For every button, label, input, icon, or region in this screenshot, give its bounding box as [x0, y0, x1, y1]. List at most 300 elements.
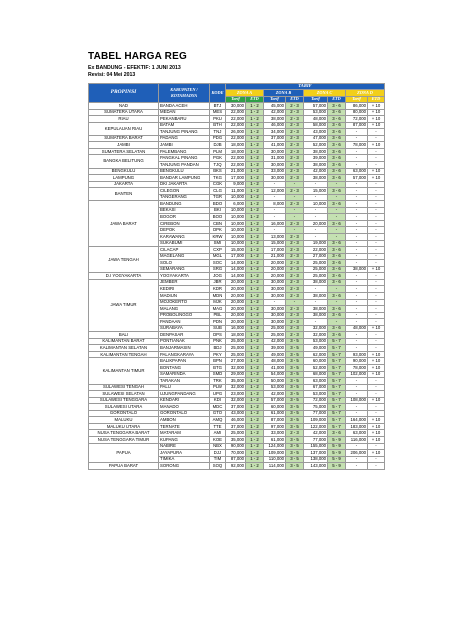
zona-a-etd-cell: 1 - 2 — [246, 266, 264, 273]
zona-c-etd-cell: 5 - 7 — [328, 391, 346, 398]
zona-d-tarif-cell: - — [346, 338, 368, 345]
code-cell: DJB — [210, 142, 226, 149]
zona-c-tarif-cell: 38,000 — [304, 306, 328, 313]
zona-d-etd-cell: - — [368, 299, 385, 306]
zona-b-etd-cell: 2 - 3 — [286, 103, 304, 110]
zona-d-etd-cell: + 10 — [368, 266, 385, 273]
city-cell: PROBOLINGGO — [159, 312, 210, 319]
zona-b-tarif-cell: 30,000 — [264, 148, 286, 155]
code-cell: AMQ — [210, 417, 226, 424]
zona-a-tarif-cell: 70,000 — [226, 450, 246, 457]
zona-a-tarif-cell: 20,000 — [226, 312, 246, 319]
zona-a-etd-cell: 1 - 2 — [246, 116, 264, 123]
zona-d-tarif-cell: - — [346, 201, 368, 208]
code-cell: TGR — [210, 194, 226, 201]
zona-b-etd-cell: 3 - 5 — [286, 364, 304, 371]
zona-d-tarif-cell: - — [346, 332, 368, 339]
city-cell: BEKASI — [159, 207, 210, 214]
zona-a-etd-cell: 1 - 2 — [246, 181, 264, 188]
zona-d-etd-cell: + 10 — [368, 436, 385, 443]
zona-c-tarif-cell: 32,000 — [304, 332, 328, 339]
zona-a-etd-cell: 1 - 2 — [246, 306, 264, 313]
header-etd-a: ETD — [246, 96, 264, 103]
zona-a-tarif-cell: 90,000 — [226, 443, 246, 450]
city-cell: TANJUNG PINANG — [159, 129, 210, 136]
zona-d-tarif-cell: - — [346, 214, 368, 221]
zona-b-etd-cell: 3 - 5 — [286, 404, 304, 411]
zona-a-etd-cell: 1 - 2 — [246, 358, 264, 365]
zona-b-tarif-cell: 30,000 — [264, 162, 286, 169]
city-cell: JEMBER — [159, 279, 210, 286]
zona-d-etd-cell: + 10 — [368, 325, 385, 332]
zona-a-tarif-cell: 10,000 — [226, 220, 246, 227]
zona-d-tarif-cell: - — [346, 155, 368, 162]
header-zona-c: ZONA C — [304, 90, 346, 97]
zona-c-tarif-cell: 52,000 — [304, 364, 328, 371]
zona-d-tarif-cell: - — [346, 188, 368, 195]
code-cell: DPK — [210, 227, 226, 234]
zona-b-tarif-cell: - — [264, 207, 286, 214]
zona-d-etd-cell: - — [368, 247, 385, 254]
zona-b-etd-cell: - — [286, 207, 304, 214]
zona-c-tarif-cell: 62,000 — [304, 351, 328, 358]
zona-c-tarif-cell: 63,000 — [304, 378, 328, 385]
zona-d-etd-cell: - — [368, 201, 385, 208]
zona-d-etd-cell: + 10 — [368, 397, 385, 404]
zona-d-tarif-cell: 102,000 — [346, 371, 368, 378]
zona-b-tarif-cell: - — [264, 181, 286, 188]
zona-b-tarif-cell: 12,000 — [264, 188, 286, 195]
zona-b-tarif-cell: 42,000 — [264, 338, 286, 345]
zona-d-tarif-cell: 183,000 — [346, 423, 368, 430]
city-cell: DKI JAKARTA — [159, 181, 210, 188]
zona-b-tarif-cell: 33,000 — [264, 168, 286, 175]
code-cell: PNK — [210, 338, 226, 345]
code-cell: TIM — [210, 456, 226, 463]
zona-c-tarif-cell: 39,000 — [304, 155, 328, 162]
code-cell: JBR — [210, 279, 226, 286]
province-cell: JAKARTA — [89, 181, 159, 188]
zona-d-etd-cell: - — [368, 456, 385, 463]
code-cell: KRW — [210, 234, 226, 241]
zona-c-tarif-cell: 38,000 — [304, 175, 328, 182]
zona-b-tarif-cell: 97,000 — [264, 423, 286, 430]
zona-a-etd-cell: 1 - 2 — [246, 299, 264, 306]
zona-d-tarif-cell: - — [346, 292, 368, 299]
header-zona-a: ZONA A — [226, 90, 264, 97]
zona-d-etd-cell: + 10 — [368, 168, 385, 175]
zona-b-tarif-cell: 20,000 — [264, 260, 286, 267]
zona-b-etd-cell: 2 - 3 — [286, 148, 304, 155]
zona-d-etd-cell: - — [368, 292, 385, 299]
zona-a-etd-cell: 1 - 2 — [246, 325, 264, 332]
code-cell: TKG — [210, 175, 226, 182]
zona-d-etd-cell: - — [368, 207, 385, 214]
zona-c-tarif-cell: 38,000 — [304, 279, 328, 286]
zona-c-tarif-cell: 38,000 — [304, 148, 328, 155]
zona-c-etd-cell: 3 - 6 — [328, 325, 346, 332]
zona-b-tarif-cell: 110,000 — [264, 456, 286, 463]
zona-c-etd-cell: 3 - 6 — [328, 220, 346, 227]
zona-b-etd-cell: 2 - 3 — [286, 279, 304, 286]
zona-d-etd-cell: - — [368, 234, 385, 241]
zona-d-etd-cell: - — [368, 194, 385, 201]
zona-d-tarif-cell: 164,000 — [346, 417, 368, 424]
zona-c-etd-cell: 3 - 6 — [328, 240, 346, 247]
code-cell: CLG — [210, 188, 226, 195]
zona-d-tarif-cell: - — [346, 456, 368, 463]
header-kode: KODE — [210, 84, 226, 103]
zona-d-tarif-cell: - — [346, 135, 368, 142]
zona-a-etd-cell: 1 - 2 — [246, 351, 264, 358]
zona-b-etd-cell: 2 - 3 — [286, 319, 304, 326]
city-cell: PANDAAN — [159, 319, 210, 326]
zona-b-etd-cell: 2 - 3 — [286, 188, 304, 195]
zona-c-etd-cell: - — [328, 227, 346, 234]
zona-c-etd-cell: - — [328, 234, 346, 241]
zona-c-tarif-cell: 137,000 — [304, 450, 328, 457]
zona-b-etd-cell: 2 - 3 — [286, 135, 304, 142]
zona-d-etd-cell: + 10 — [368, 103, 385, 110]
zona-a-tarif-cell: 25,000 — [226, 430, 246, 437]
zona-a-etd-cell: 1 - 2 — [246, 436, 264, 443]
zona-b-tarif-cell: 41,000 — [264, 142, 286, 149]
zona-a-etd-cell: 1 - 2 — [246, 162, 264, 169]
zona-b-tarif-cell: 20,000 — [264, 266, 286, 273]
zona-b-etd-cell: 2 - 3 — [286, 273, 304, 280]
zona-a-etd-cell: 1 - 2 — [246, 220, 264, 227]
zona-b-tarif-cell: 34,000 — [264, 129, 286, 136]
zona-a-tarif-cell: 11,000 — [226, 188, 246, 195]
zona-d-tarif-cell: 93,000 — [346, 351, 368, 358]
city-cell: MADIUN — [159, 292, 210, 299]
zona-c-tarif-cell: - — [304, 299, 328, 306]
zona-d-tarif-cell: - — [346, 279, 368, 286]
zona-a-etd-cell: 1 - 2 — [246, 430, 264, 437]
zona-a-tarif-cell: 20,000 — [226, 306, 246, 313]
zona-c-etd-cell: 5 - 7 — [328, 397, 346, 404]
zona-b-tarif-cell: 13,000 — [264, 234, 286, 241]
zona-d-etd-cell: - — [368, 463, 385, 470]
city-cell: CILEGON — [159, 188, 210, 195]
zona-a-tarif-cell: 16,000 — [226, 325, 246, 332]
zona-b-etd-cell: 3 - 5 — [286, 450, 304, 457]
code-cell: UPG — [210, 391, 226, 398]
city-cell: UJUNGPANDANG — [159, 391, 210, 398]
zona-d-tarif-cell: 90,000 — [346, 358, 368, 365]
code-cell: BDO — [210, 201, 226, 208]
zona-c-etd-cell: 3 - 6 — [328, 430, 346, 437]
zona-c-etd-cell: 3 - 6 — [328, 148, 346, 155]
zona-c-tarif-cell: 109,000 — [304, 417, 328, 424]
zona-c-tarif-cell: - — [304, 234, 328, 241]
zona-a-tarif-cell: 20,000 — [226, 299, 246, 306]
zona-d-etd-cell: - — [368, 214, 385, 221]
zona-c-tarif-cell: 122,000 — [304, 423, 328, 430]
zona-a-tarif-cell: 87,000 — [226, 456, 246, 463]
province-cell: MALUKU — [89, 417, 159, 424]
city-cell: PADANG — [159, 135, 210, 142]
zona-c-etd-cell: 5 - 7 — [328, 338, 346, 345]
zona-a-etd-cell: 1 - 2 — [246, 135, 264, 142]
zona-a-etd-cell: 1 - 2 — [246, 463, 264, 470]
zona-b-tarif-cell: 42,000 — [264, 109, 286, 116]
zona-d-tarif-cell: - — [346, 319, 368, 326]
zona-c-etd-cell: 3 - 6 — [328, 332, 346, 339]
zona-b-etd-cell: 2 - 3 — [286, 109, 304, 116]
zona-d-etd-cell: - — [368, 227, 385, 234]
zona-d-tarif-cell: - — [346, 410, 368, 417]
zona-a-tarif-cell: 37,000 — [226, 423, 246, 430]
zona-a-tarif-cell: 21,000 — [226, 168, 246, 175]
zona-a-etd-cell: 1 - 2 — [246, 234, 264, 241]
zona-d-etd-cell: + 10 — [368, 450, 385, 457]
city-cell: TANJUNG PANDAN — [159, 162, 210, 169]
zona-c-etd-cell: 5 - 7 — [328, 364, 346, 371]
zona-b-tarif-cell: 48,000 — [264, 358, 286, 365]
city-cell: SORONG — [159, 463, 210, 470]
zona-d-tarif-cell: - — [346, 273, 368, 280]
zona-b-etd-cell: 2 - 3 — [286, 116, 304, 123]
zona-a-etd-cell: 1 - 2 — [246, 443, 264, 450]
zona-b-tarif-cell: 45,000 — [264, 103, 286, 110]
zona-d-tarif-cell: 48,000 — [346, 325, 368, 332]
zona-c-etd-cell: - — [328, 214, 346, 221]
zona-d-etd-cell: + 10 — [368, 371, 385, 378]
city-cell: BOGOR — [159, 214, 210, 221]
zona-d-tarif-cell: - — [346, 306, 368, 313]
zona-a-etd-cell: 1 - 2 — [246, 129, 264, 136]
zona-a-tarif-cell: 6,000 — [226, 201, 246, 208]
province-cell: SULAWESI UTARA — [89, 404, 159, 411]
province-cell: KALIMANTAN TIMUR — [89, 358, 159, 384]
code-cell: CGK — [210, 181, 226, 188]
zona-c-tarif-cell: 47,000 — [304, 135, 328, 142]
zona-c-tarif-cell: - — [304, 227, 328, 234]
zona-b-etd-cell: 2 - 3 — [286, 142, 304, 149]
zona-c-etd-cell: 3 - 6 — [328, 312, 346, 319]
province-cell: SUMATERA SELATAN — [89, 148, 159, 155]
zona-a-tarif-cell: 23,000 — [226, 391, 246, 398]
city-cell: TANGERANG — [159, 194, 210, 201]
code-cell: SMI — [210, 240, 226, 247]
zona-d-etd-cell: - — [368, 155, 385, 162]
zona-c-etd-cell: 3 - 6 — [328, 279, 346, 286]
zona-a-etd-cell: 1 - 2 — [246, 188, 264, 195]
zona-d-etd-cell: + 10 — [368, 364, 385, 371]
zona-b-tarif-cell: 31,000 — [264, 155, 286, 162]
zona-a-tarif-cell: 37,000 — [226, 404, 246, 411]
city-cell: BANJARMASIN — [159, 345, 210, 352]
zona-d-tarif-cell: - — [346, 391, 368, 398]
zona-c-tarif-cell: 38,000 — [304, 162, 328, 169]
zona-d-etd-cell: - — [368, 162, 385, 169]
city-cell: PALANGKARAYA — [159, 351, 210, 358]
zona-c-tarif-cell: 67,000 — [304, 384, 328, 391]
zona-c-etd-cell: 5 - 7 — [328, 371, 346, 378]
zona-c-tarif-cell: 57,000 — [304, 103, 328, 110]
zona-c-tarif-cell: 48,000 — [304, 116, 328, 123]
zona-c-etd-cell: 5 - 9 — [328, 436, 346, 443]
zona-c-etd-cell: 5 - 7 — [328, 423, 346, 430]
zona-b-etd-cell: 3 - 5 — [286, 436, 304, 443]
zona-d-tarif-cell: 86,000 — [346, 103, 368, 110]
province-cell: BANTEN — [89, 188, 159, 201]
zona-a-etd-cell: 1 - 2 — [246, 332, 264, 339]
province-cell: NUSA TENGGARA TIMUR — [89, 436, 159, 443]
zona-d-tarif-cell: - — [346, 148, 368, 155]
zona-a-etd-cell: 1 - 2 — [246, 391, 264, 398]
zona-b-tarif-cell: 30,000 — [264, 292, 286, 299]
zona-d-etd-cell: + 10 — [368, 175, 385, 182]
city-cell: PALU — [159, 384, 210, 391]
zona-b-etd-cell: 3 - 5 — [286, 338, 304, 345]
city-cell: SAMARINDA — [159, 371, 210, 378]
code-cell: PGK — [210, 155, 226, 162]
zona-d-tarif-cell: 206,000 — [346, 450, 368, 457]
zona-b-tarif-cell: 16,000 — [264, 220, 286, 227]
zona-c-tarif-cell: 58,000 — [304, 122, 328, 129]
province-cell: D.I YOGYAKARTA — [89, 273, 159, 280]
zona-a-etd-cell: 1 - 2 — [246, 247, 264, 254]
zona-b-tarif-cell: 54,000 — [264, 371, 286, 378]
zona-a-tarif-cell: 10,000 — [226, 194, 246, 201]
code-cell: MAG — [210, 306, 226, 313]
zona-d-etd-cell: - — [368, 332, 385, 339]
zona-a-etd-cell: 1 - 2 — [246, 397, 264, 404]
zona-b-etd-cell: 3 - 5 — [286, 384, 304, 391]
zona-d-tarif-cell: 108,000 — [346, 397, 368, 404]
city-cell: DEPOK — [159, 227, 210, 234]
code-cell: TJQ — [210, 162, 226, 169]
zona-c-etd-cell: 3 - 6 — [328, 116, 346, 123]
zona-c-tarif-cell: 22,000 — [304, 247, 328, 254]
zona-b-tarif-cell: - — [264, 194, 286, 201]
zona-a-tarif-cell: 22,000 — [226, 135, 246, 142]
zona-d-tarif-cell: - — [346, 286, 368, 293]
code-cell: PBL — [210, 312, 226, 319]
zona-c-tarif-cell: 77,000 — [304, 410, 328, 417]
zona-a-etd-cell: 1 - 2 — [246, 384, 264, 391]
zona-c-etd-cell: - — [328, 299, 346, 306]
zona-c-tarif-cell: 42,000 — [304, 430, 328, 437]
zona-b-etd-cell: 3 - 5 — [286, 463, 304, 470]
zona-d-tarif-cell: - — [346, 181, 368, 188]
zona-b-etd-cell: 2 - 3 — [286, 175, 304, 182]
zona-c-etd-cell: 3 - 6 — [328, 103, 346, 110]
code-cell: PLW — [210, 384, 226, 391]
zona-d-tarif-cell: - — [346, 129, 368, 136]
zona-c-etd-cell: 3 - 6 — [328, 129, 346, 136]
zona-a-etd-cell: 1 - 2 — [246, 122, 264, 129]
zona-c-etd-cell: 3 - 6 — [328, 142, 346, 149]
zona-b-etd-cell: 3 - 5 — [286, 423, 304, 430]
city-cell: BONTANG — [159, 364, 210, 371]
zona-c-etd-cell: 3 - 6 — [328, 162, 346, 169]
zona-c-tarif-cell: - — [304, 286, 328, 293]
zona-c-etd-cell: 3 - 6 — [328, 247, 346, 254]
zona-c-tarif-cell: 53,000 — [304, 391, 328, 398]
zona-d-tarif-cell: - — [346, 312, 368, 319]
zona-a-tarif-cell: 32,000 — [226, 397, 246, 404]
effective-date-subtitle: Ex BANDUNG - EFEKTIF: 1 JUNI 2013 — [88, 65, 181, 71]
code-cell: SMD — [210, 371, 226, 378]
city-cell: MATARAM — [159, 430, 210, 437]
city-cell: PALEMBANG — [159, 148, 210, 155]
zona-a-tarif-cell: 32,000 — [226, 364, 246, 371]
province-cell: KEPULAUAN RIAU — [89, 122, 159, 135]
zona-a-etd-cell: 1 - 2 — [246, 273, 264, 280]
city-cell: TERNATE — [159, 423, 210, 430]
zona-a-tarif-cell: 43,000 — [226, 410, 246, 417]
zona-c-etd-cell: - — [328, 286, 346, 293]
zona-b-tarif-cell: 33,000 — [264, 430, 286, 437]
province-cell: JAWA BARAT — [89, 201, 159, 247]
province-cell: JAMBI — [89, 142, 159, 149]
zona-a-tarif-cell: 15,000 — [226, 247, 246, 254]
code-cell: KOE — [210, 436, 226, 443]
province-cell: BANGKA BELITUNG — [89, 155, 159, 168]
zona-a-etd-cell: 1 - 2 — [246, 371, 264, 378]
zona-a-etd-cell: 1 - 2 — [246, 450, 264, 457]
zona-d-etd-cell: + 10 — [368, 358, 385, 365]
city-cell: SOLO — [159, 260, 210, 267]
header-etd-c: ETD — [328, 96, 346, 103]
code-cell: PDN — [210, 319, 226, 326]
zona-a-etd-cell: 1 - 2 — [246, 103, 264, 110]
zona-b-etd-cell: 2 - 3 — [286, 201, 304, 208]
zona-b-tarif-cell: - — [264, 214, 286, 221]
code-cell: CBN — [210, 220, 226, 227]
zona-b-tarif-cell: 30,000 — [264, 312, 286, 319]
zona-c-etd-cell: 3 - 6 — [328, 292, 346, 299]
zona-a-tarif-cell: 10,000 — [226, 227, 246, 234]
zona-c-etd-cell: 3 - 6 — [328, 155, 346, 162]
city-cell: SUKABUMI — [159, 240, 210, 247]
code-cell: AMI — [210, 430, 226, 437]
zona-b-etd-cell: 3 - 5 — [286, 378, 304, 385]
zona-d-tarif-cell: - — [346, 443, 368, 450]
code-cell: BKI — [210, 207, 226, 214]
zona-b-etd-cell: 2 - 3 — [286, 168, 304, 175]
zona-b-etd-cell: 2 - 3 — [286, 162, 304, 169]
zona-a-tarif-cell: 22,000 — [226, 155, 246, 162]
zona-c-etd-cell: 3 - 6 — [328, 253, 346, 260]
zona-b-tarif-cell: 49,000 — [264, 351, 286, 358]
zona-d-etd-cell: + 10 — [368, 116, 385, 123]
zona-d-etd-cell: - — [368, 338, 385, 345]
zona-d-tarif-cell: 57,000 — [346, 175, 368, 182]
code-cell: BPN — [210, 358, 226, 365]
zona-a-etd-cell: 1 - 2 — [246, 214, 264, 221]
zona-c-etd-cell: 3 - 6 — [328, 122, 346, 129]
zona-d-tarif-cell: 116,000 — [346, 436, 368, 443]
province-cell: NAD — [89, 103, 159, 110]
zona-c-tarif-cell: 10,000 — [304, 201, 328, 208]
zona-a-tarif-cell: 14,000 — [226, 273, 246, 280]
zona-c-etd-cell: 3 - 6 — [328, 266, 346, 273]
zona-c-etd-cell: 5 - 9 — [328, 456, 346, 463]
province-cell: NUSA TENGGARA BARAT — [89, 430, 159, 437]
code-cell: BKS — [210, 168, 226, 175]
code-cell: JOG — [210, 273, 226, 280]
zona-c-etd-cell: - — [328, 194, 346, 201]
zona-d-tarif-cell: - — [346, 194, 368, 201]
city-cell: YOGYAKARTA — [159, 273, 210, 280]
city-cell: DENPASAR — [159, 332, 210, 339]
zona-b-etd-cell: 2 - 3 — [286, 306, 304, 313]
zona-d-etd-cell: - — [368, 181, 385, 188]
